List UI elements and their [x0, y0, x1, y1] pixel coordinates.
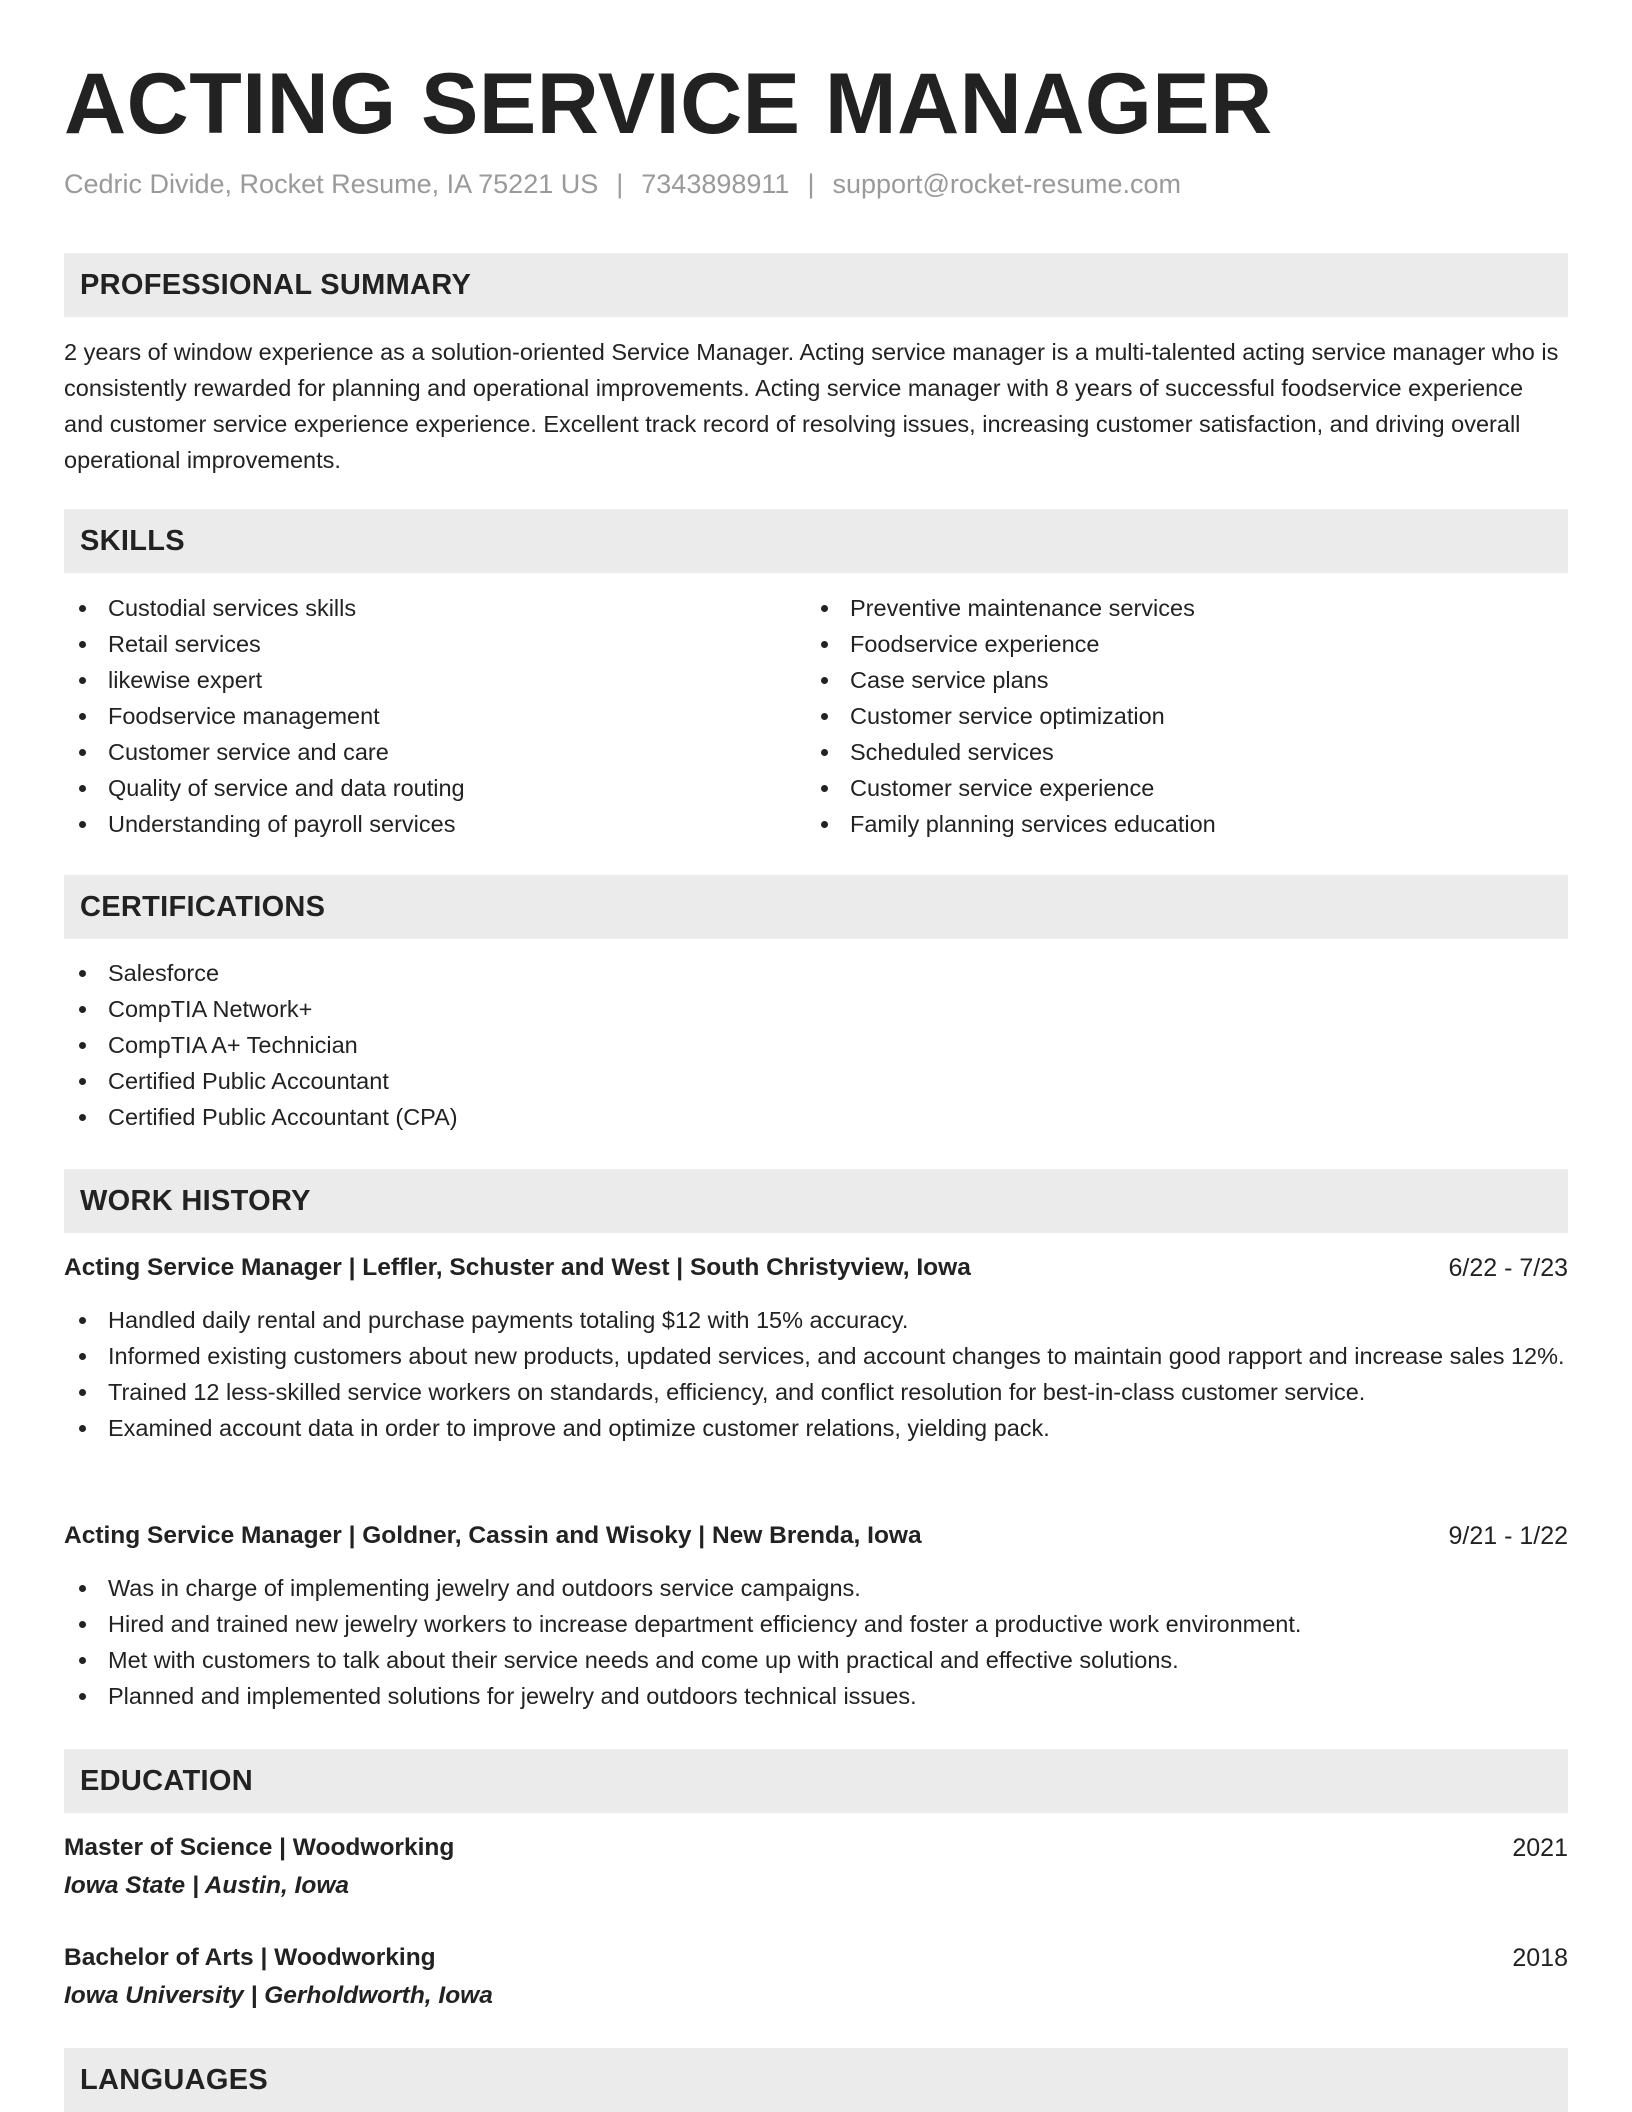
section-languages-header	[64, 2048, 1568, 2112]
job-title-line	[64, 1518, 1568, 1554]
skill-item: Case service plans	[806, 662, 1546, 698]
contact-line	[64, 166, 1181, 202]
education-year: 2018	[1512, 1944, 1568, 1972]
summary-text: 2 years of window experience as a solution-oriented Service Manager. Acting service manager is a multi-talented acting service manager who is consistently rewarded for planning and operational improvements. Acting service manager with 8 years of successful foodservice experience and customer service experience experience. Excellent track record of resolving issues, increasing customer satisfaction, and driving overall operational improvements.	[64, 339, 1559, 473]
job-bullet: Handled daily rental and purchase payments totaling $12 with 15% accuracy.	[64, 1302, 1568, 1338]
section-skills-header	[64, 509, 1568, 573]
certification-item: Certified Public Accountant	[64, 1063, 1568, 1099]
section-heading: PROFESSIONAL SUMMARY	[80, 269, 472, 301]
job-title: Acting Service Manager | Leffler, Schuster and West | South Christyview, Iowa	[64, 1254, 971, 1281]
job-bullet: Planned and implemented solutions for jewelry and outdoors technical issues.	[64, 1678, 1568, 1714]
skill-item: Customer service experience	[806, 770, 1546, 806]
education-school: Iowa State | Austin, Iowa	[64, 1872, 350, 1899]
job-bullet: Trained 12 less-skilled service workers on standards, efficiency, and conflict resolution for best-in-class customer service.	[64, 1374, 1568, 1410]
education-degree: Bachelor of Arts | Woodworking	[64, 1944, 436, 1971]
job-bullet: Met with customers to talk about their service needs and come up with practical and effective solutions.	[64, 1642, 1568, 1678]
skill-item: Customer service optimization	[806, 698, 1546, 734]
skill-item: Foodservice experience	[806, 626, 1546, 662]
certification-item: Salesforce	[64, 955, 1568, 991]
page-title: ACTING SERVICE MANAGER	[64, 56, 1273, 152]
section-work-header	[64, 1169, 1568, 1233]
section-education-header	[64, 1749, 1568, 1813]
skill-item: Scheduled services	[806, 734, 1546, 770]
section-summary-header	[64, 253, 1568, 317]
skill-item: likewise expert	[64, 662, 804, 698]
skill-item: Quality of service and data routing	[64, 770, 804, 806]
section-heading: EDUCATION	[80, 1765, 253, 1797]
certification-item: CompTIA A+ Technician	[64, 1027, 1568, 1063]
skill-item: Understanding of payroll services	[64, 806, 804, 842]
contact-separator: |	[807, 169, 815, 199]
job-bullets	[64, 1302, 1568, 1446]
skill-item: Foodservice management	[64, 698, 804, 734]
section-heading: CERTIFICATIONS	[80, 891, 326, 923]
skills-column-left	[64, 590, 804, 842]
job-bullet: Informed existing customers about new products, updated services, and account changes to maintain good rapport and increase sales 12%.	[64, 1338, 1568, 1374]
job-dates: 6/22 - 7/23	[1448, 1254, 1568, 1282]
skill-item: Retail services	[64, 626, 804, 662]
certification-item: CompTIA Network+	[64, 991, 1568, 1027]
certifications-list	[64, 955, 1568, 1135]
skill-item: Family planning services education	[806, 806, 1546, 842]
section-certifications-header	[64, 875, 1568, 939]
education-degree: Master of Science | Woodworking	[64, 1834, 455, 1861]
job-bullet: Was in charge of implementing jewelry and outdoors service campaigns.	[64, 1570, 1568, 1606]
job-title: Acting Service Manager | Goldner, Cassin and Wisoky | New Brenda, Iowa	[64, 1522, 922, 1549]
job-title-line	[64, 1250, 1568, 1286]
job-bullets	[64, 1570, 1568, 1714]
skill-item: Custodial services skills	[64, 590, 804, 626]
job-dates: 9/21 - 1/22	[1448, 1522, 1568, 1550]
education-school: Iowa University | Gerholdworth, Iowa	[64, 1982, 493, 2009]
skill-item: Preventive maintenance services	[806, 590, 1546, 626]
contact-email: support@rocket-resume.com	[832, 169, 1181, 199]
contact-phone: 7343898911	[641, 169, 790, 199]
skills-column-right	[806, 590, 1546, 842]
skill-item: Customer service and care	[64, 734, 804, 770]
section-heading: LANGUAGES	[80, 2064, 268, 2096]
job-bullet: Hired and trained new jewelry workers to increase department efficiency and foster a productive work environment.	[64, 1606, 1568, 1642]
contact-separator: |	[616, 169, 624, 199]
contact-address: Cedric Divide, Rocket Resume, IA 75221 US	[64, 169, 599, 199]
section-heading: WORK HISTORY	[80, 1185, 311, 1217]
certification-item: Certified Public Accountant (CPA)	[64, 1099, 1568, 1135]
education-degree-line	[64, 1830, 1568, 1866]
job-bullet: Examined account data in order to improve and optimize customer relations, yielding pack.	[64, 1410, 1568, 1446]
section-heading: SKILLS	[80, 525, 185, 557]
education-year: 2021	[1512, 1834, 1568, 1862]
education-degree-line	[64, 1940, 1568, 1976]
